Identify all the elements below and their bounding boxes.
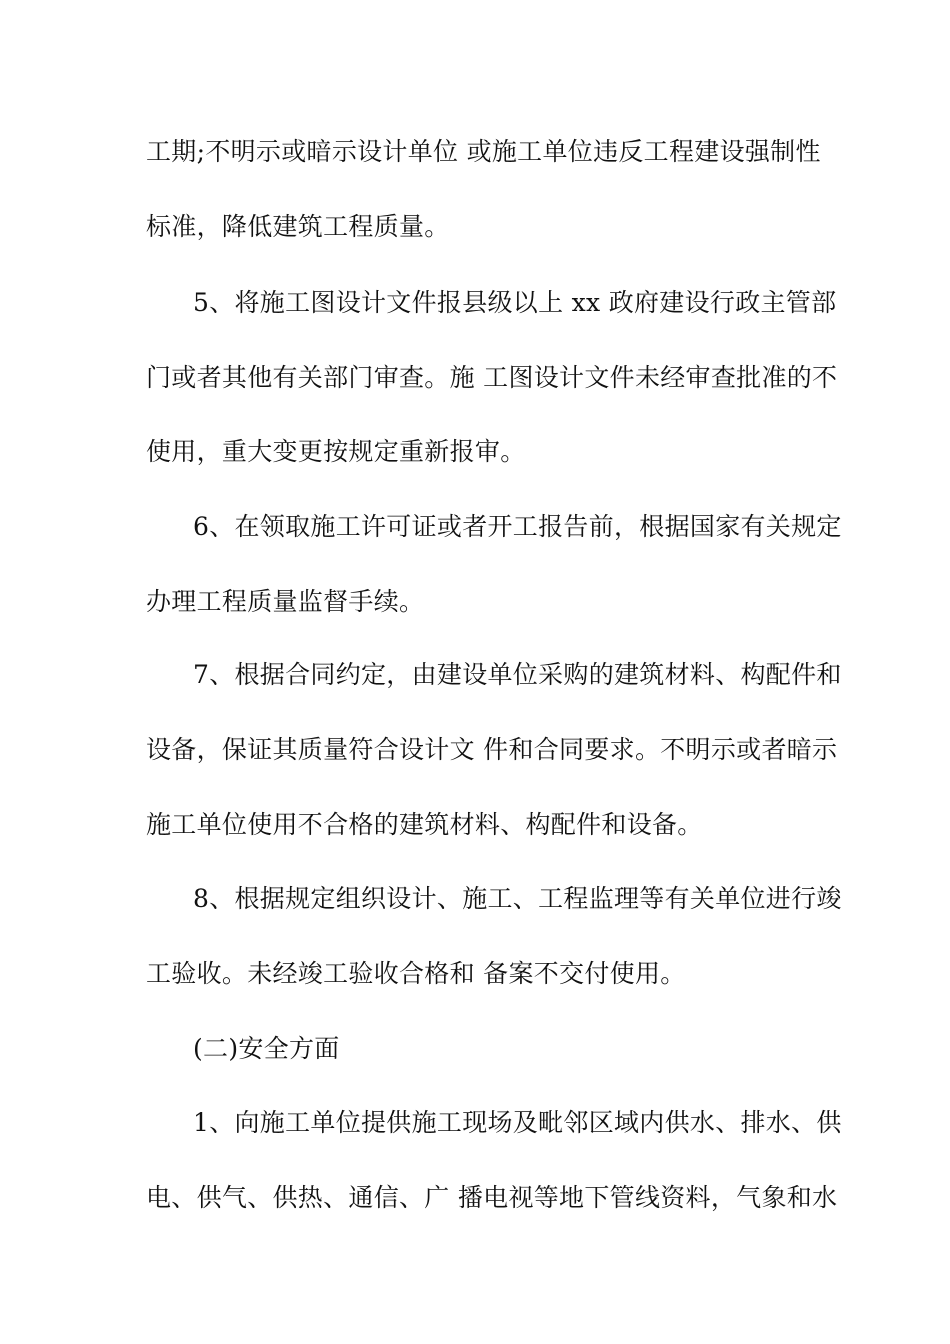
text-line: 8、根据规定组织设计、施工、工程监理等有关单位进行竣	[193, 884, 842, 913]
text-line: 标准，降低建筑工程质量。	[146, 212, 450, 241]
text-line: 5、将施工图设计文件报县级以上 xx 政府建设行政主管部	[193, 288, 837, 317]
text-line: 工验收。未经竣工验收合格和 备案不交付使用。	[146, 959, 686, 988]
section-heading: (二)安全方面	[193, 1034, 340, 1063]
text-line: 工期;不明示或暗示设计单位 或施工单位违反工程建设强制性	[146, 137, 821, 166]
text-line: 施工单位使用不合格的建筑材料、构配件和设备。	[146, 810, 703, 839]
text-line: 电、供气、供热、通信、广 播电视等地下管线资料，气象和水	[146, 1183, 838, 1212]
text-line: 设备，保证其质量符合设计文 件和合同要求。不明示或者暗示	[146, 735, 838, 764]
text-line: 门或者其他有关部门审查。施 工图设计文件未经审查批准的不	[146, 363, 838, 392]
text-line: 6、在领取施工许可证或者开工报告前，根据国家有关规定	[193, 512, 842, 541]
text-line: 7、根据合同约定，由建设单位采购的建筑材料、构配件和	[193, 660, 842, 689]
text-line: 使用，重大变更按规定重新报审。	[146, 437, 526, 466]
text-line: 1、向施工单位提供施工现场及毗邻区域内供水、排水、供	[193, 1108, 842, 1137]
text-line: 办理工程质量监督手续。	[146, 587, 425, 616]
